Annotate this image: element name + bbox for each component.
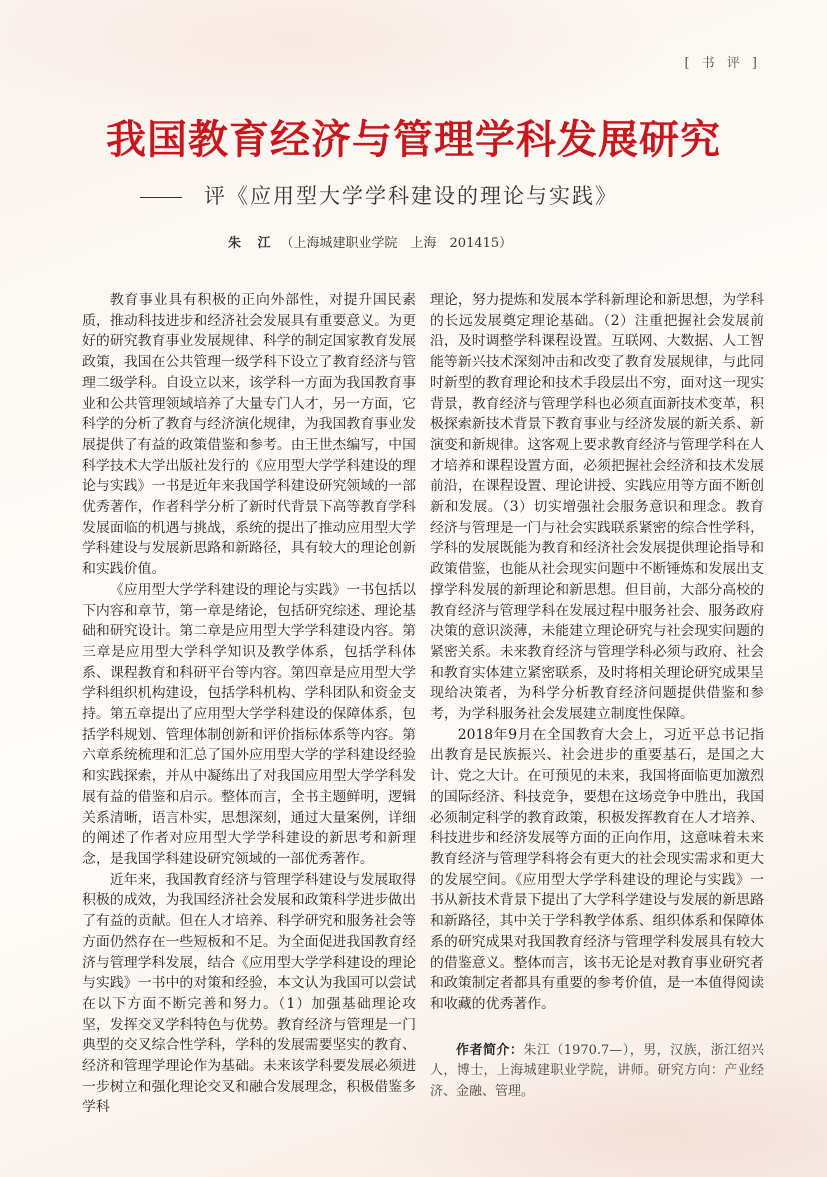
right-column [430,290,764,1103]
paragraph: 理论，努力提炼和发展本学科新理论和新思想，为学科的长远发展奠定理论基础。（2）注重把握社会发展前沿，及时调整学科课程设置。互联网、大数据、人工智能等新兴技术深刻冲击和改变了教育发展规律，与此同时新型的教育理论和技术手段层出不穷，面对这一现实背景，教育经济与管理学科也必须直面新技术变革，积极探索新技术背景下教育事业与经济发展的新关系、新演变和新规律。这客观上要求教育经济与管理学科在人才培养和课程设置方面，必须把握社会经济和技术发展前沿，在课程设置、理论讲授、实践应用等方面不断创新和发展。（3）切实增强社会服务意识和理念。教育经济与管理是一门与社会实践联系紧密的综合性学科，学科的发展既能为教育和经济社会发展提供理论指导和政策借鉴，也能从社会现实问题中不断锤炼和发展出支撑学科发展的新理论和新思想。但目前，大部分高校的教育经济与管理学科在发展过程中服务社会、服务政府决策的意识淡薄，未能建立理论研究与社会现实问题的紧密关系。未来教育经济与管理学科必须与政府、社会和教育实体建立紧密联系，及时将相关理论研究成果呈现给决策者，为科学分析教育经济问题提供借鉴和参考，为学科服务社会发展建立制度性保障。 [430,292,764,723]
byline [228,232,748,251]
author-bio-text: 朱江（1970.7—），男，汉族，浙江绍兴人，博士，上海城建职业学院，讲师。研究方向：产业经济、金融、管理。 [430,1042,764,1100]
author-bio [430,1041,764,1103]
left-column [82,290,416,1118]
paragraph: 《应用型大学学科建设的理论与实践》一书包括以下内容和章节，第一章是绪论，包括研究综述、理论基础和研究设计。第二章是应用型大学学科建设内容。第三章是应用型大学科学知识及教学体系，包括学科体系、课程教育和科研平台等内容。第四章是应用型大学学科组织机构建设，包括学科机构、学科团队和资金支持。第五章提出了应用型大学学科建设的保障体系，包括学科规划、管理体制创新和评价指标体系等内容。第六章系统梳理和汇总了国外应用型大学的学科建设经验和实践探索，并从中凝练出了对我国应用型大学学科发展有益的借鉴和启示。整体而言，全书主题鲜明，逻辑关系清晰，语言朴实，思想深刻，通过大量案例，详细的阐述了作者对应用型大学学科建设的新思考和新理念，是我国学科建设研究领域的一部优秀著作。 [82,581,416,867]
subtitle-dash [140,197,182,198]
article-title: 我国教育经济与管理学科发展研究 [106,117,721,163]
paragraph: 近年来，我国教育经济与管理学科建设与发展取得积极的成效，为我国经济社会发展和政策科学进步做出了有益的贡献。但在人才培养、科学研究和服务社会等方面仍然存在一些短板和不足。为全面促进我国教育经济与管理学科发展，结合《应用型大学学科建设的理论与实践》一书中的对策和经验，本文认为我国可以尝试在以下方面不断完善和努力。（1）加强基础理论攻坚，发挥交叉学科特色与优势。教育经济与管理是一门典型的交叉综合性学科，学科的发展需要坚实的教育、经济和管理学理论作为基础。未来该学科要发展必须进一步树立和强化理论交叉和融合发展理念，积极借鉴多学科 [82,871,416,1116]
paragraph: 教育事业具有积极的正向外部性，对提升国民素质，推动科技进步和经济社会发展具有重要意义。为更好的研究教育事业发展规律、科学的制定国家教育发展政策，我国在公共管理一级学科下设立了教育经济与管理二级学科。自设立以来，该学科一方面为我国教育事业和公共管理领域培养了大量专门人才，另一方面，它科学的分析了教育与经济演化规律，为我国教育事业发展提供了有益的政策借鉴和参考。由王世杰编写，中国科学技术大学出版社发行的《应用型大学学科建设的理论与实践》一书是近年来我国学科建设研究领域的一部优秀著作，作者科学分析了新时代背景下高等教育学科发展面临的机遇与挑战，系统的提出了推动应用型大学学科建设与发展新思路和新路径，具有较大的理论创新和实践价值。 [82,292,416,578]
author-name: 朱 江 [228,236,277,251]
author-bio-label: 作者简介： [456,1042,524,1058]
section-tag: [ 书 评 ] [684,56,761,71]
subtitle-text: 评《应用型大学学科建设的理论与实践》 [204,184,618,208]
author-affiliation: （上海城建职业学院 上海 201415） [280,236,513,251]
article-subtitle [140,180,780,210]
paragraph: 2018年9月在全国教育大会上，习近平总书记指出教育是民族振兴、社会进步的重要基石，是国之大计、党之大计。在可预见的未来，我国将面临更加激烈的国际经济、科技竞争，要想在这场竞争中胜出，我国必须制定科学的教育政策，积极发挥教育在人才培养、科技进步和经济发展等方面的正向作用，这意味着未来教育经济与管理学科将会有更大的社会现实需求和更大的发展空间。《应用型大学学科建设的理论与实践》一书从新技术背景下提出了大学科学建设与发展的新思路和新路径，其中关于学科教学体系、组织体系和保障体系的研究成果对我国教育经济与管理学科发展具有较大的借鉴意义。整体而言，该书无论是对教育事业研究者和政策制定者都具有重要的参考价值，是一本值得阅读和收藏的优秀著作。 [430,726,764,1012]
